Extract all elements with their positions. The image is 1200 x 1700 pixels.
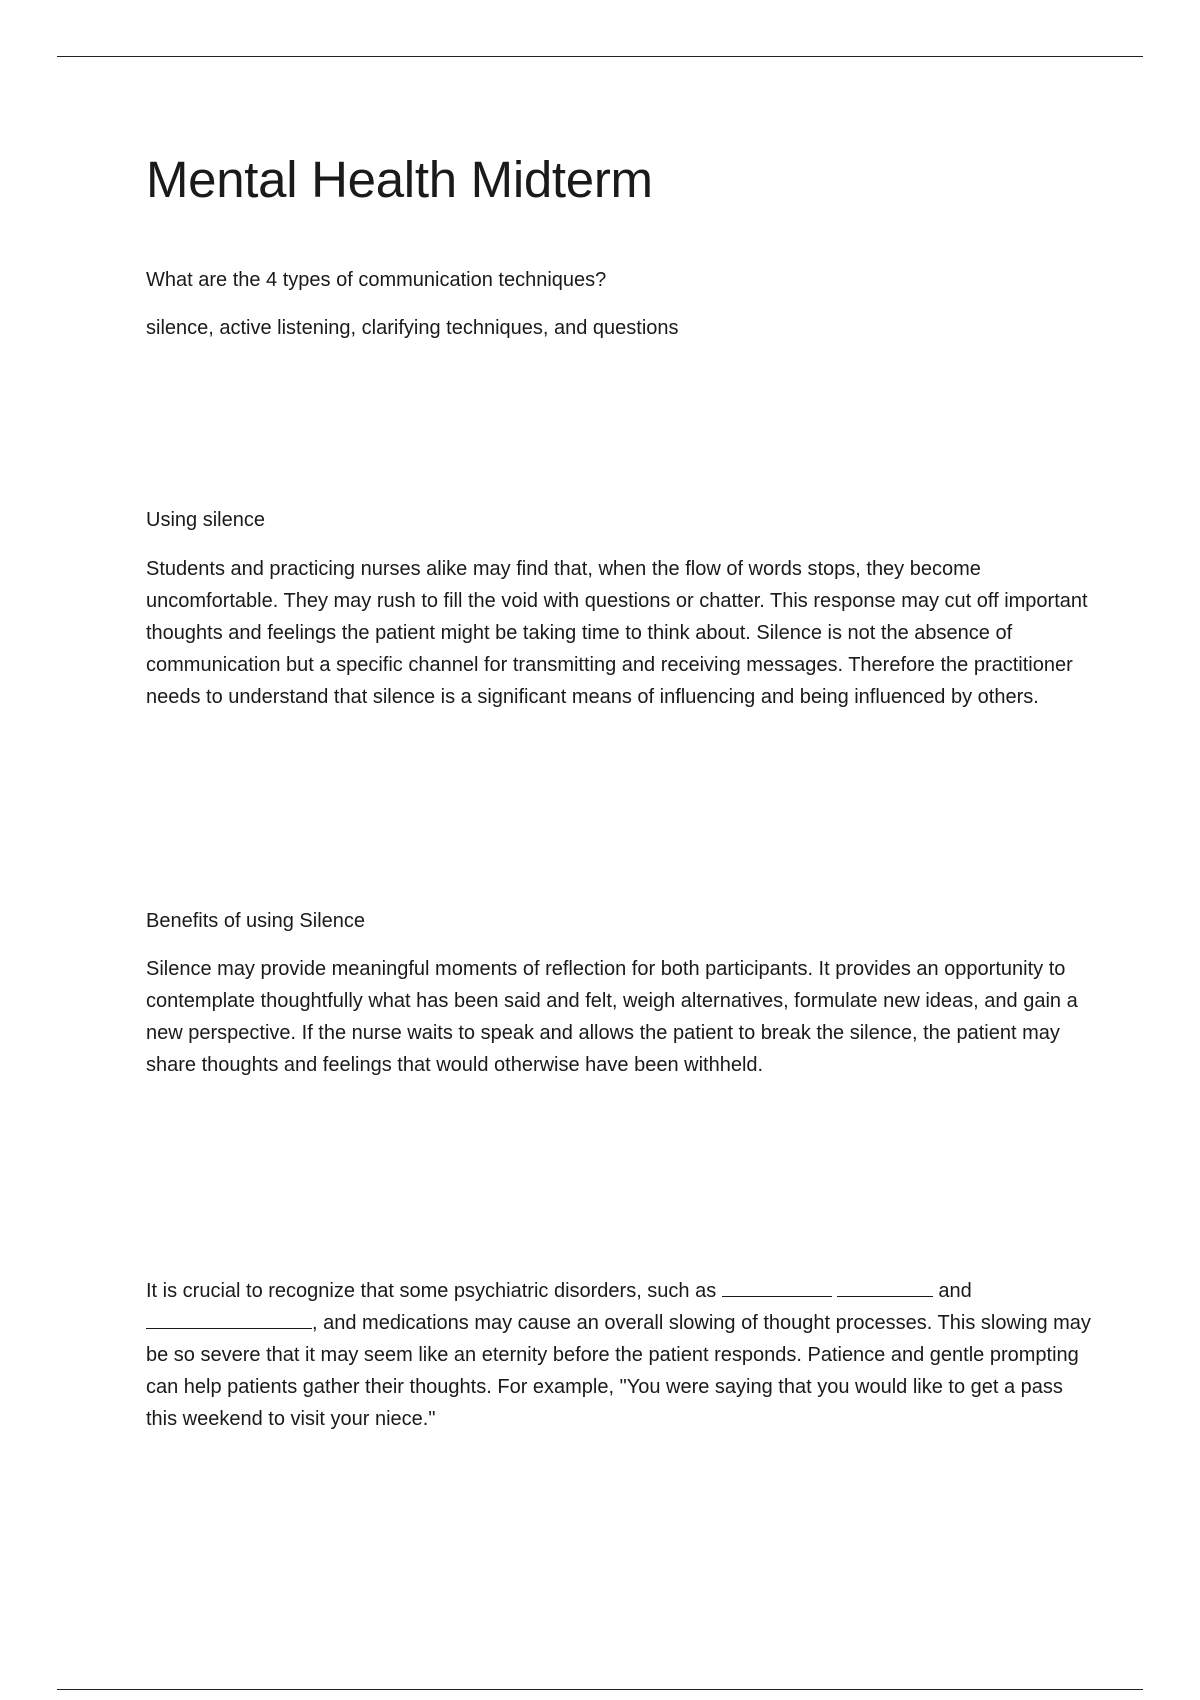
section-heading-benefits-of-silence: Benefits of using Silence [146,910,366,932]
section-heading-using-silence: Using silence [146,509,265,531]
blank-line-1 [722,1278,832,1297]
page-title: Mental Health Midterm [146,151,653,208]
section-body-using-silence: Students and practicing nurses alike may find that, when the flow of words stops, they become uncomfortable. They may rush to fill the void with questions or chatter. This response may cut off important thoughts and feelings the patient might be taking time to think about. Silence is not the absence of communication but a specific channel for transmitting and receiving messages. Therefore the practitioner needs to understand that silence is a significant means of influencing and being influenced by others. [146,558,1088,708]
bottom-divider [57,1689,1143,1690]
answer-text: silence, active listening, clarifying techniques, and questions [146,317,679,339]
blank-line-2 [837,1278,933,1297]
paragraph-part-1: It is crucial to recognize that some psychiatric disorders, such as [146,1280,717,1302]
question-text: What are the 4 types of communication techniques? [146,269,607,291]
section-body-benefits-of-silence: Silence may provide meaningful moments of reflection for both participants. It provides an opportunity to contemplate thoughtfully what has been said and felt, weigh alternatives, formulate new ideas, and gain a new perspective. If the nurse waits to speak and allows the patient to break the silence, the patient may share thoughts and feelings that would otherwise have been withheld. [146,958,1078,1076]
top-divider [57,56,1143,57]
blank-line-3 [146,1310,312,1329]
paragraph-part-2: , and medications may cause an overall slowing of thought processes. This slowing may be so severe that it may seem like an eternity before the patient responds. Patience and gentle prompting can help patients gather their thoughts. For example, "You were saying that you would like to get a pass this weekend to visit your niece." [146,1312,1091,1430]
paragraph-and-word: and [938,1280,972,1302]
fill-in-blank-paragraph [146,1275,1096,1435]
